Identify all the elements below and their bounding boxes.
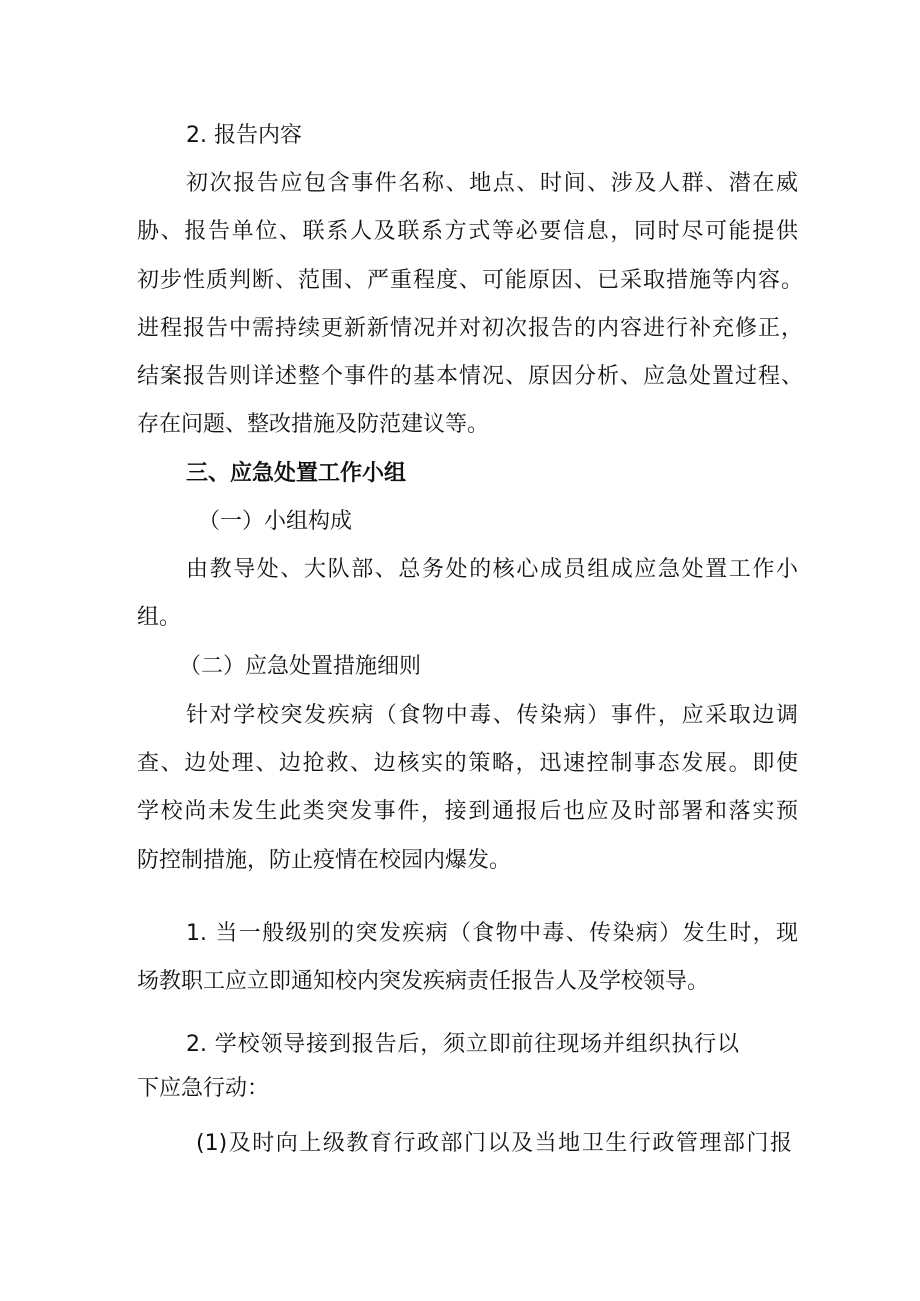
list-item-line: 1. 当一般级别的突发疾病（食物中毒、传染病）发生时，现: [186, 921, 798, 946]
paragraph-line: 组。: [137, 605, 182, 630]
paragraph-line: 查、边处理、边抢救、边核实的策略，迅速控制事态发展。即使: [137, 751, 798, 776]
paragraph-line: 存在问题、整改措施及防范建议等。: [137, 412, 490, 437]
report-content-heading: 2. 报告内容: [186, 123, 302, 148]
item-two-sub-one: (1)及时向上级教育行政部门以及当地卫生行政管理部门报: [196, 1131, 792, 1156]
group-composition-heading: （一）小组构成: [198, 509, 353, 534]
paragraph-line: 初步性质判断、范围、严重程度、可能原因、已采取措施等内容。: [137, 268, 803, 293]
paragraph-line: 学校尚未发生此类突发事件，接到通报后也应及时部署和落实预: [137, 799, 798, 824]
paragraph-line: 防控制措施，防止疫情在校园内爆发。: [137, 848, 512, 873]
paragraph-line: 针对学校突发疾病（食物中毒、传染病）事件，应采取边调: [186, 703, 798, 728]
paragraph-line: 由教导处、大队部、总务处的核心成员组成应急处置工作小: [186, 557, 798, 582]
paragraph-line: 初次报告应包含事件名称、地点、时间、涉及人群、潜在威: [186, 171, 798, 196]
section-three-heading: 三、应急处置工作小组: [186, 461, 407, 486]
paragraph-line: 结案报告则详述整个事件的基本情况、原因分析、应急处置过程、: [137, 364, 803, 389]
paragraph-line: 胁、报告单位、联系人及联系方式等必要信息，同时尽可能提供: [137, 219, 798, 244]
list-item-line: 下应急行动：: [137, 1076, 270, 1101]
paragraph-line: 进程报告中需持续更新新情况并对初次报告的内容进行补充修正，: [137, 316, 803, 341]
measures-heading: （二）应急处置措施细则: [179, 654, 422, 679]
list-item-line: 2. 学校领导接到报告后，须立即前往现场并组织执行以: [186, 1032, 739, 1057]
list-item-line: 场教职工应立即通知校内突发疾病责任报告人及学校领导。: [137, 969, 710, 994]
